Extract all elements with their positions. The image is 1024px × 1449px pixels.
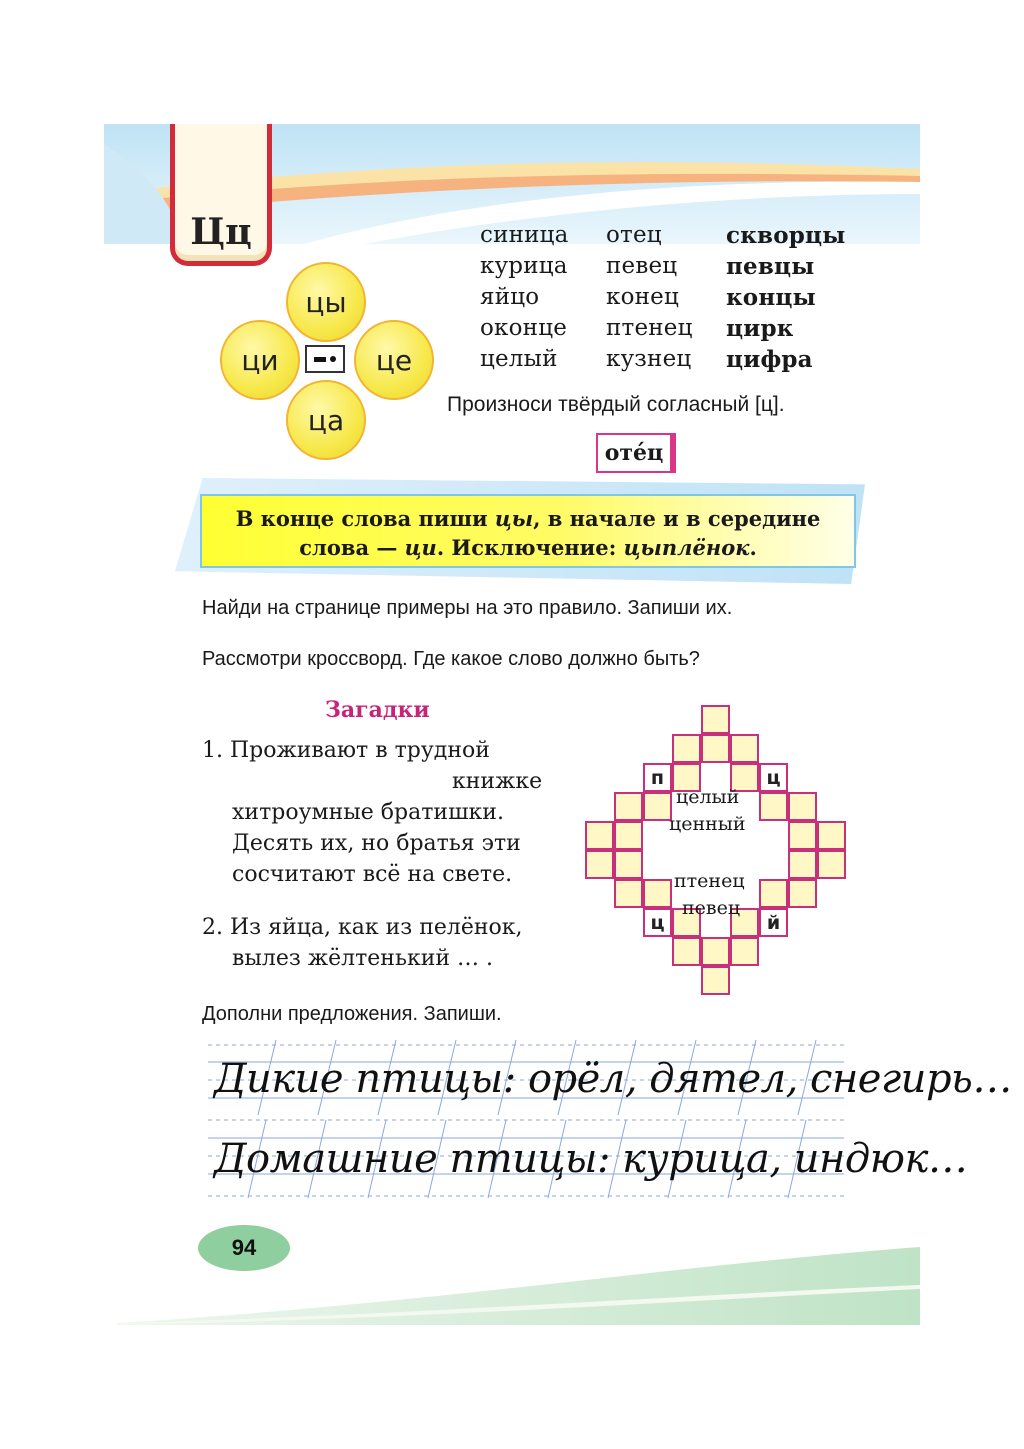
- letter-heading: Цц: [190, 211, 252, 253]
- crossword-cell[interactable]: [643, 879, 672, 908]
- word: певцы: [726, 253, 815, 280]
- crossword-cell-y[interactable]: й: [759, 908, 788, 937]
- syllable-tsy: цы: [286, 262, 366, 342]
- crossword-cell[interactable]: [701, 705, 730, 734]
- crossword-cell[interactable]: [701, 937, 730, 966]
- rule-line-1: [202, 504, 854, 533]
- crossword-cell[interactable]: [817, 821, 846, 850]
- rule-emphasis: цы: [494, 506, 534, 531]
- crossword-cell[interactable]: [759, 792, 788, 821]
- syllable-tse: це: [354, 320, 434, 400]
- riddles-title: Загадки: [325, 697, 430, 723]
- crossword-cell[interactable]: [614, 879, 643, 908]
- word: кузнец: [606, 346, 692, 372]
- dot-mark: [330, 356, 336, 362]
- crossword-cell-ts[interactable]: ц: [759, 763, 788, 792]
- pronounce-instruction: Произноси твёрдый согласный [ц].: [447, 393, 785, 416]
- word: певец: [606, 253, 678, 279]
- riddle-1-line-3: хитроумные братишки.: [232, 800, 504, 825]
- word: цифра: [726, 346, 813, 373]
- syllable-tsa: ца: [286, 380, 366, 460]
- crossword-cell[interactable]: [730, 734, 759, 763]
- crossword-cell[interactable]: [614, 792, 643, 821]
- crossword-word: певец: [682, 897, 741, 919]
- handwriting-line-1: Дикие птицы: орёл, дятел, снегирь…: [214, 1056, 1012, 1102]
- rule-fragment: В конце слова пиши: [235, 506, 495, 531]
- crossword-cell[interactable]: [585, 850, 614, 879]
- dash-mark: [314, 357, 326, 362]
- rule-fragment: . Исключение:: [436, 535, 624, 560]
- crossword-cell[interactable]: [788, 850, 817, 879]
- word: концы: [726, 284, 816, 311]
- word-column-1: [480, 220, 569, 375]
- task-complete-sentences: Дополни предложения. Запиши.: [202, 1003, 502, 1025]
- crossword-cell[interactable]: [817, 850, 846, 879]
- rule-fragment: слова —: [299, 535, 405, 560]
- word: оконце: [480, 315, 568, 341]
- handwriting-line-2: Домашние птицы: курица, индюк…: [214, 1136, 968, 1182]
- riddle-1-line-5: сосчитают всё на свете.: [232, 862, 513, 887]
- crossword-cell[interactable]: [614, 821, 643, 850]
- crossword-cell[interactable]: [643, 792, 672, 821]
- word: курица: [480, 253, 568, 279]
- word: яйцо: [480, 284, 540, 310]
- syllable-tsi: ци: [220, 320, 300, 400]
- crossword-cell[interactable]: [701, 966, 730, 995]
- stressed-word: оте́ц: [604, 440, 664, 466]
- rule-banner: [200, 494, 856, 568]
- rule-text: [202, 504, 854, 562]
- word: цирк: [726, 315, 794, 342]
- task-find-examples: Найди на странице примеры на это правило. Запиши их.: [202, 597, 733, 619]
- word: конец: [606, 284, 679, 310]
- crossword-word: ценный: [669, 813, 746, 835]
- task-crossword: Рассмотри кроссворд. Где какое слово должно быть?: [202, 648, 700, 670]
- crossword-cell[interactable]: [672, 734, 701, 763]
- riddle-2-line-1: 2. Из яйца, как из пелёнок,: [202, 915, 523, 940]
- riddle-1-line-1: 1. Проживают в трудной: [202, 738, 490, 763]
- crossword-cell[interactable]: [788, 821, 817, 850]
- crossword-cell-ts[interactable]: ц: [643, 908, 672, 937]
- riddle-2-line-2: вылез жёлтенький … .: [232, 946, 494, 971]
- crossword-cell[interactable]: [730, 937, 759, 966]
- page-number: 94: [198, 1225, 290, 1271]
- crossword-word: птенец: [674, 870, 745, 892]
- rule-emphasis: цыплёнок: [623, 535, 750, 560]
- rule-fragment: , в начале и в середине: [533, 506, 821, 531]
- word: синица: [480, 222, 569, 248]
- crossword-cell[interactable]: [788, 792, 817, 821]
- crossword-cell[interactable]: [759, 879, 788, 908]
- word-column-2: [606, 220, 693, 375]
- crossword-cell[interactable]: [614, 850, 643, 879]
- word: отец: [606, 222, 662, 248]
- stressed-word-box: [596, 433, 676, 473]
- crossword-word: целый: [676, 786, 740, 808]
- crossword-cell[interactable]: [788, 879, 817, 908]
- rule-fragment: .: [749, 535, 757, 560]
- riddle-1-line-2: книжке: [452, 769, 543, 794]
- word: скворцы: [726, 222, 846, 249]
- hard-consonant-sign: [305, 345, 345, 373]
- letter-tab: [170, 124, 272, 266]
- word: птенец: [606, 315, 693, 341]
- rule-emphasis: ци: [404, 535, 437, 560]
- crossword-cell[interactable]: [672, 937, 701, 966]
- crossword-cell[interactable]: [701, 734, 730, 763]
- crossword-cell-p[interactable]: п: [643, 763, 672, 792]
- copybook-area: [208, 1040, 1012, 1200]
- word-column-3: [726, 220, 845, 375]
- word: целый: [480, 346, 558, 372]
- rule-line-2: [202, 533, 854, 562]
- crossword-cell[interactable]: [585, 821, 614, 850]
- riddle-1-line-4: Десять их, но братья эти: [232, 831, 521, 856]
